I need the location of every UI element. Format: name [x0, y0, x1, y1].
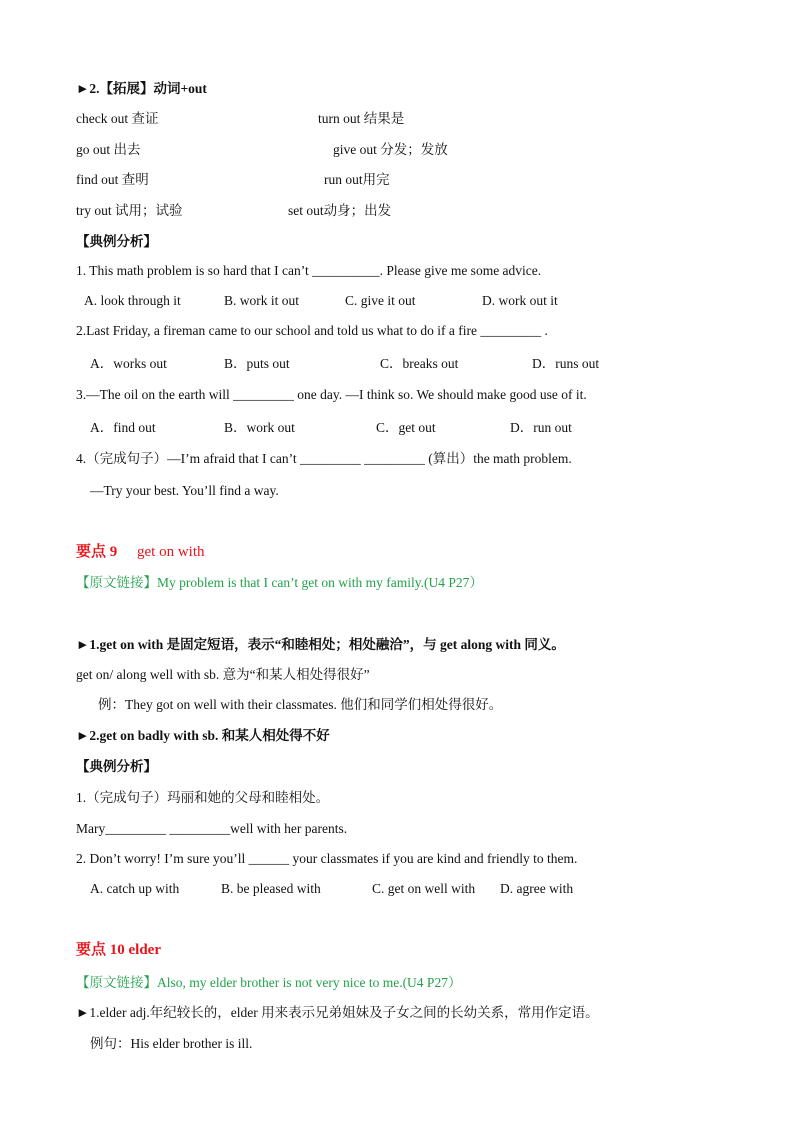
point-9-question-2: 2. Don’t worry! I’m sure you’ll ______ your classmates if you are kind and friendly to them. — [76, 851, 578, 866]
analysis-heading-2: 【典例分析】 — [76, 759, 157, 774]
question-2: 2.Last Friday, a fireman came to our school and told us what to do if a fire _________ . — [76, 323, 548, 338]
question-1: 1. This math problem is so hard that I can’t __________. Please give me some advice. — [76, 263, 542, 278]
point-10-example: 例句：His elder brother is ill. — [90, 1036, 253, 1051]
point-9-note-1: ►1.get on with 是固定短语，表示“和睦相处；相处融洽”，与 get along with 同义。 — [76, 637, 565, 652]
q1-option-c: C. give it out — [345, 293, 416, 308]
phrase-right-3: run out用完 — [324, 172, 390, 187]
q3-option-d: D．run out — [510, 420, 572, 435]
expand-title: ►2.【拓展】动词+out — [76, 81, 207, 96]
point-9-note-1-line2: get on/ along well with sb. 意为“和某人相处得很好” — [76, 667, 370, 682]
p9q2-option-d: D. agree with — [500, 881, 574, 896]
p9q2-option-c: C. get on well with — [372, 881, 476, 896]
q3-option-c: C．get out — [376, 420, 436, 435]
p9q2-option-a: A. catch up with — [90, 881, 180, 896]
point-9-question-1: 1.（完成句子）玛丽和她的父母和睦相处。 — [76, 790, 330, 805]
q2-option-d: D．runs out — [532, 356, 600, 371]
question-3: 3.—The oil on the earth will _________ one day. —I think so. We should make good use of it. — [76, 387, 587, 402]
q1-option-a: A. look through it — [84, 293, 181, 308]
q1-option-d: D. work out it — [482, 293, 558, 308]
phrase-left-4: try out 试用；试验 — [76, 203, 183, 218]
q1-option-b: B. work it out — [224, 293, 300, 308]
point-9-example: 例：They got on well with their classmates. 他们和同学们相处得很好。 — [98, 697, 503, 712]
point-9-heading — [76, 543, 205, 561]
point-9-phrase: get on with — [137, 544, 205, 560]
point-9-link: 【原文链接】My problem is that I can’t get on with my family.(U4 P27） — [76, 575, 483, 590]
point-10-link: 【原文链接】Also, my elder brother is not very nice to me.(U4 P27） — [76, 975, 462, 990]
q2-option-c: C．breaks out — [380, 356, 459, 371]
question-4: 4.（完成句子）—I’m afraid that I can’t _________ _________ (算出）the math problem. — [76, 451, 572, 466]
phrase-left-1: check out 查证 — [76, 111, 159, 126]
phrase-right-4: set out动身；出发 — [288, 203, 392, 218]
point-9-label: 要点 9 — [76, 544, 118, 560]
point-10-note-1: ►1.elder adj.年纪较长的，elder 用来表示兄弟姐妹及子女之间的长幼关系，常用作定语。 — [76, 1005, 599, 1020]
q2-option-b: B．puts out — [224, 356, 290, 371]
q3-option-b: B．work out — [224, 420, 295, 435]
q2-option-a: A．works out — [90, 356, 167, 371]
question-4-reply: —Try your best. You’ll find a way. — [90, 483, 279, 498]
point-9-note-2: ►2.get on badly with sb. 和某人相处得不好 — [76, 728, 330, 743]
p9q2-option-b: B. be pleased with — [221, 881, 321, 896]
point-10-heading: 要点 10 elder — [76, 942, 161, 958]
q3-option-a: A．find out — [90, 420, 156, 435]
phrase-left-2: go out 出去 — [76, 142, 141, 157]
phrase-right-2: give out 分发；发放 — [333, 142, 448, 157]
phrase-right-1: turn out 结果是 — [318, 111, 405, 126]
phrase-left-3: find out 查明 — [76, 172, 149, 187]
point-9-question-1-line2: Mary_________ _________well with her parents. — [76, 821, 348, 836]
analysis-heading-1: 【典例分析】 — [76, 234, 157, 249]
